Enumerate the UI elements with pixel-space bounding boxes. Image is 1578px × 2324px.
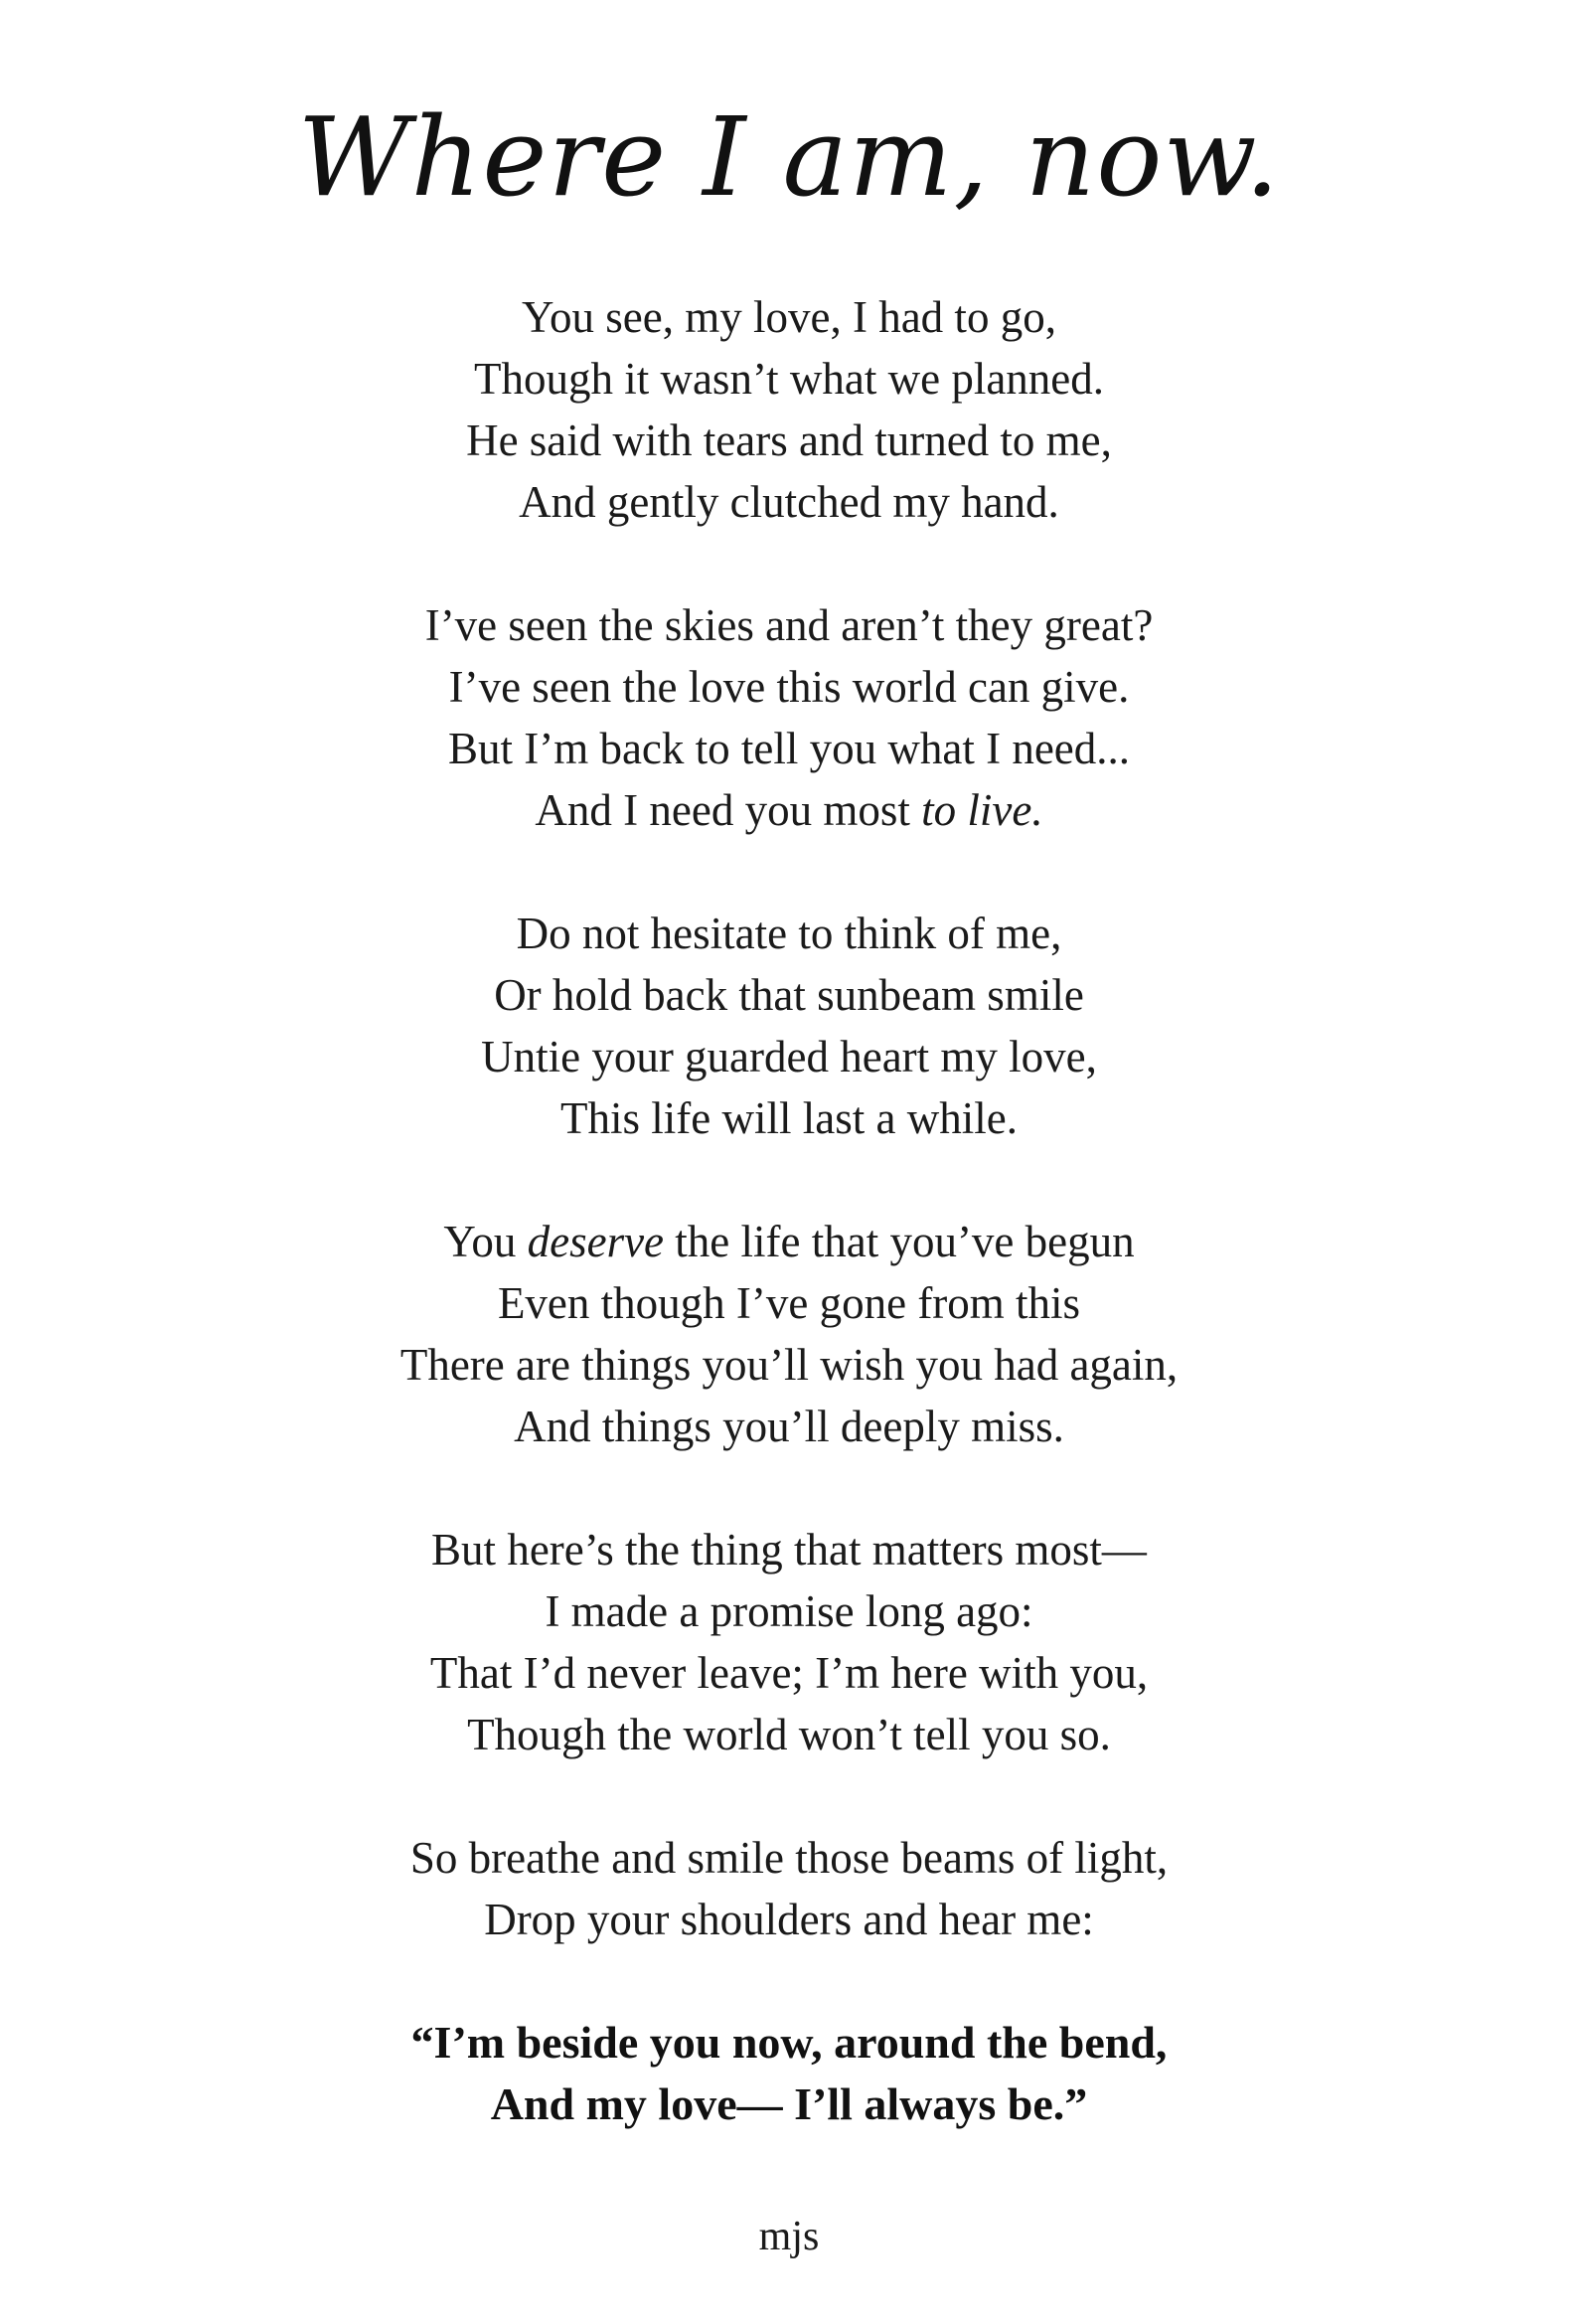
poem-line: And gently clutched my hand. — [519, 477, 1059, 527]
poem-line-segment: You — [443, 1217, 528, 1266]
poem-line — [0, 779, 1578, 841]
poem-line: Even though I’ve gone from this — [497, 1278, 1081, 1328]
poem-line: That I’d never leave; I’m here with you, — [429, 1648, 1149, 1698]
poem-stanza — [0, 1827, 1578, 1950]
poem-line: So breathe and smile those beams of light, — [409, 1833, 1169, 1883]
poem-body — [0, 286, 1578, 2197]
poem-stanza — [0, 1211, 1578, 1457]
poem-line: There are things you’ll wish you had again, — [399, 1340, 1179, 1390]
poem-line: This life will last a while. — [560, 1093, 1018, 1143]
poem-line: But I’m back to tell you what I need... — [447, 724, 1131, 773]
poem-final-stanza — [0, 2012, 1578, 2135]
poem-line: Drop your shoulders and hear me: — [484, 1895, 1094, 1944]
poem-line: I made a promise long ago: — [545, 1586, 1033, 1636]
poem-line: And things you’ll deeply miss. — [514, 1402, 1064, 1451]
poem-line-segment: the life that you’ve begun — [664, 1217, 1135, 1266]
poem-line: Though it wasn’t what we planned. — [473, 354, 1105, 404]
poem-line: He said with tears and turned to me, — [466, 415, 1112, 465]
poem-line: And my love— I’ll always be.” — [490, 2078, 1088, 2129]
poem-line: “I’m beside you now, around the bend, — [410, 2017, 1168, 2068]
poem-line: Or hold back that sunbeam smile — [494, 970, 1084, 1020]
poem-title: Where I am, now. — [297, 93, 1281, 221]
poem-stanza — [0, 903, 1578, 1149]
poem-line: I’ve seen the skies and aren’t they great? — [424, 600, 1154, 650]
author-signature: mjs — [758, 2214, 820, 2259]
poem-line: Do not hesitate to think of me, — [516, 909, 1062, 958]
poem-stanza — [0, 594, 1578, 841]
poem-line: You see, my love, I had to go, — [522, 292, 1056, 342]
poem-line-segment: And I need you most — [535, 785, 922, 835]
poem-line — [0, 1211, 1578, 1272]
poem-line: But here’s the thing that matters most— — [431, 1525, 1147, 1575]
poem-line: Though the world won’t tell you so. — [467, 1710, 1111, 1759]
poem-line-emphasis: to live. — [921, 785, 1043, 835]
poem-stanza — [0, 1519, 1578, 1765]
poem-line: I’ve seen the love this world can give. — [448, 662, 1130, 712]
poem-stanza — [0, 286, 1578, 533]
poem-line: Untie your guarded heart my love, — [481, 1032, 1097, 1081]
poem-line-emphasis: deserve — [527, 1217, 665, 1266]
